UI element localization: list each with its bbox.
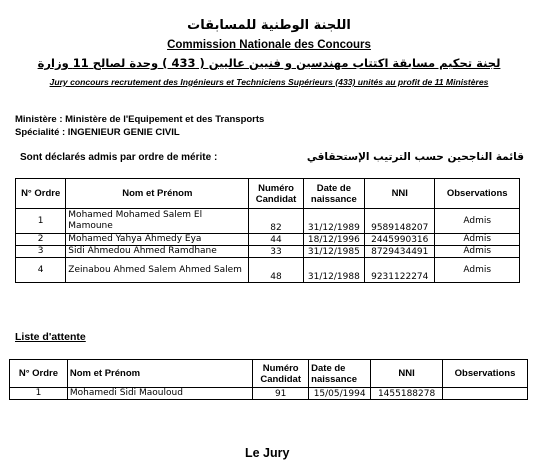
col-date-header: Date de naissance [303,179,364,209]
cell-date: 15/05/1994 [309,388,371,400]
jury-title-french: Jury concours recrutement des Ingénieurs et Techniciens Supérieurs (433) unités au profit de 11 Ministères [49,77,489,87]
admis-heading-french: Sont déclarés admis par ordre de mérite : [20,152,218,163]
cell-date: 18/12/1996 [303,234,364,246]
col-numero-header: Numéro Candidat [253,360,309,388]
cell-nom: Mohamed Mohamed Salem El Mamoune [66,209,249,234]
jury-title-arabic: لجنة تحكيم مسابقة اكتتاب مهندسين و فنيين عاليين ( 433 ) وحدة لصالح 11 وزارة [37,56,501,70]
col-ordre-header: N° Ordre [16,179,66,209]
cell-nni: 9589148207 [365,209,435,234]
col-date-header: Date de naissance [309,360,371,388]
cell-obs: Admis [435,209,520,234]
cell-nom: Zeinabou Ahmed Salem Ahmed Salem [66,258,249,283]
col-nom-header: Nom et Prénom [66,179,249,209]
cell-date: 31/12/1985 [303,246,364,258]
cell-nni: 8729434491 [365,246,435,258]
cell-nni: 2445990316 [365,234,435,246]
title-french: Commission Nationale des Concours [167,39,371,51]
table-row [16,234,520,246]
cell-ordre: 3 [16,246,66,258]
cell-nom: Sidi Ahmedou Ahmed Ramdhane [66,246,249,258]
table-row [16,246,520,258]
cell-date: 31/12/1988 [303,258,364,283]
le-jury-signature: Le Jury [245,446,290,460]
cell-ordre: 4 [16,258,66,283]
cell-obs: Admis [435,246,520,258]
liste-attente-title: Liste d'attente [15,331,86,343]
ministere-line: Ministère : Ministère de l'Equipement et des Transports [15,114,265,125]
table-row [16,258,520,283]
col-ordre-header: N° Ordre [10,360,68,388]
admis-table [15,178,520,283]
cell-ordre: 1 [16,209,66,234]
cell-numero: 44 [249,234,303,246]
cell-nni: 9231122274 [365,258,435,283]
col-obs-header: Observations [435,179,520,209]
col-obs-header: Observations [443,360,528,388]
cell-ordre: 1 [10,388,68,400]
specialite-line: Spécialité : INGENIEUR GENIE CIVIL [15,127,180,138]
col-nni-header: NNI [371,360,443,388]
cell-date: 31/12/1989 [303,209,364,234]
admis-heading-arabic: قائمة الناجحين حسب الترتيب الإستحقاقي [306,151,524,163]
cell-obs: Admis [435,258,520,283]
cell-numero: 91 [253,388,309,400]
cell-nom: Mohamed Yahya Ahmedy Eya [66,234,249,246]
admis-header-row [16,179,520,209]
attente-header-row [10,360,528,388]
col-numero-header: Numéro Candidat [249,179,303,209]
cell-numero: 33 [249,246,303,258]
cell-ordre: 2 [16,234,66,246]
col-nom-header: Nom et Prénom [67,360,252,388]
col-nni-header: NNI [365,179,435,209]
cell-numero: 48 [249,258,303,283]
attente-table [9,359,528,400]
title-arabic: اللجنة الوطنية للمسابقات [187,18,351,33]
cell-numero: 82 [249,209,303,234]
cell-obs: Admis [435,234,520,246]
table-row [10,388,528,400]
cell-nni: 1455188278 [371,388,443,400]
cell-nom: Mohamedi Sidi Maouloud [67,388,252,400]
table-row [16,209,520,234]
cell-obs [443,388,528,400]
